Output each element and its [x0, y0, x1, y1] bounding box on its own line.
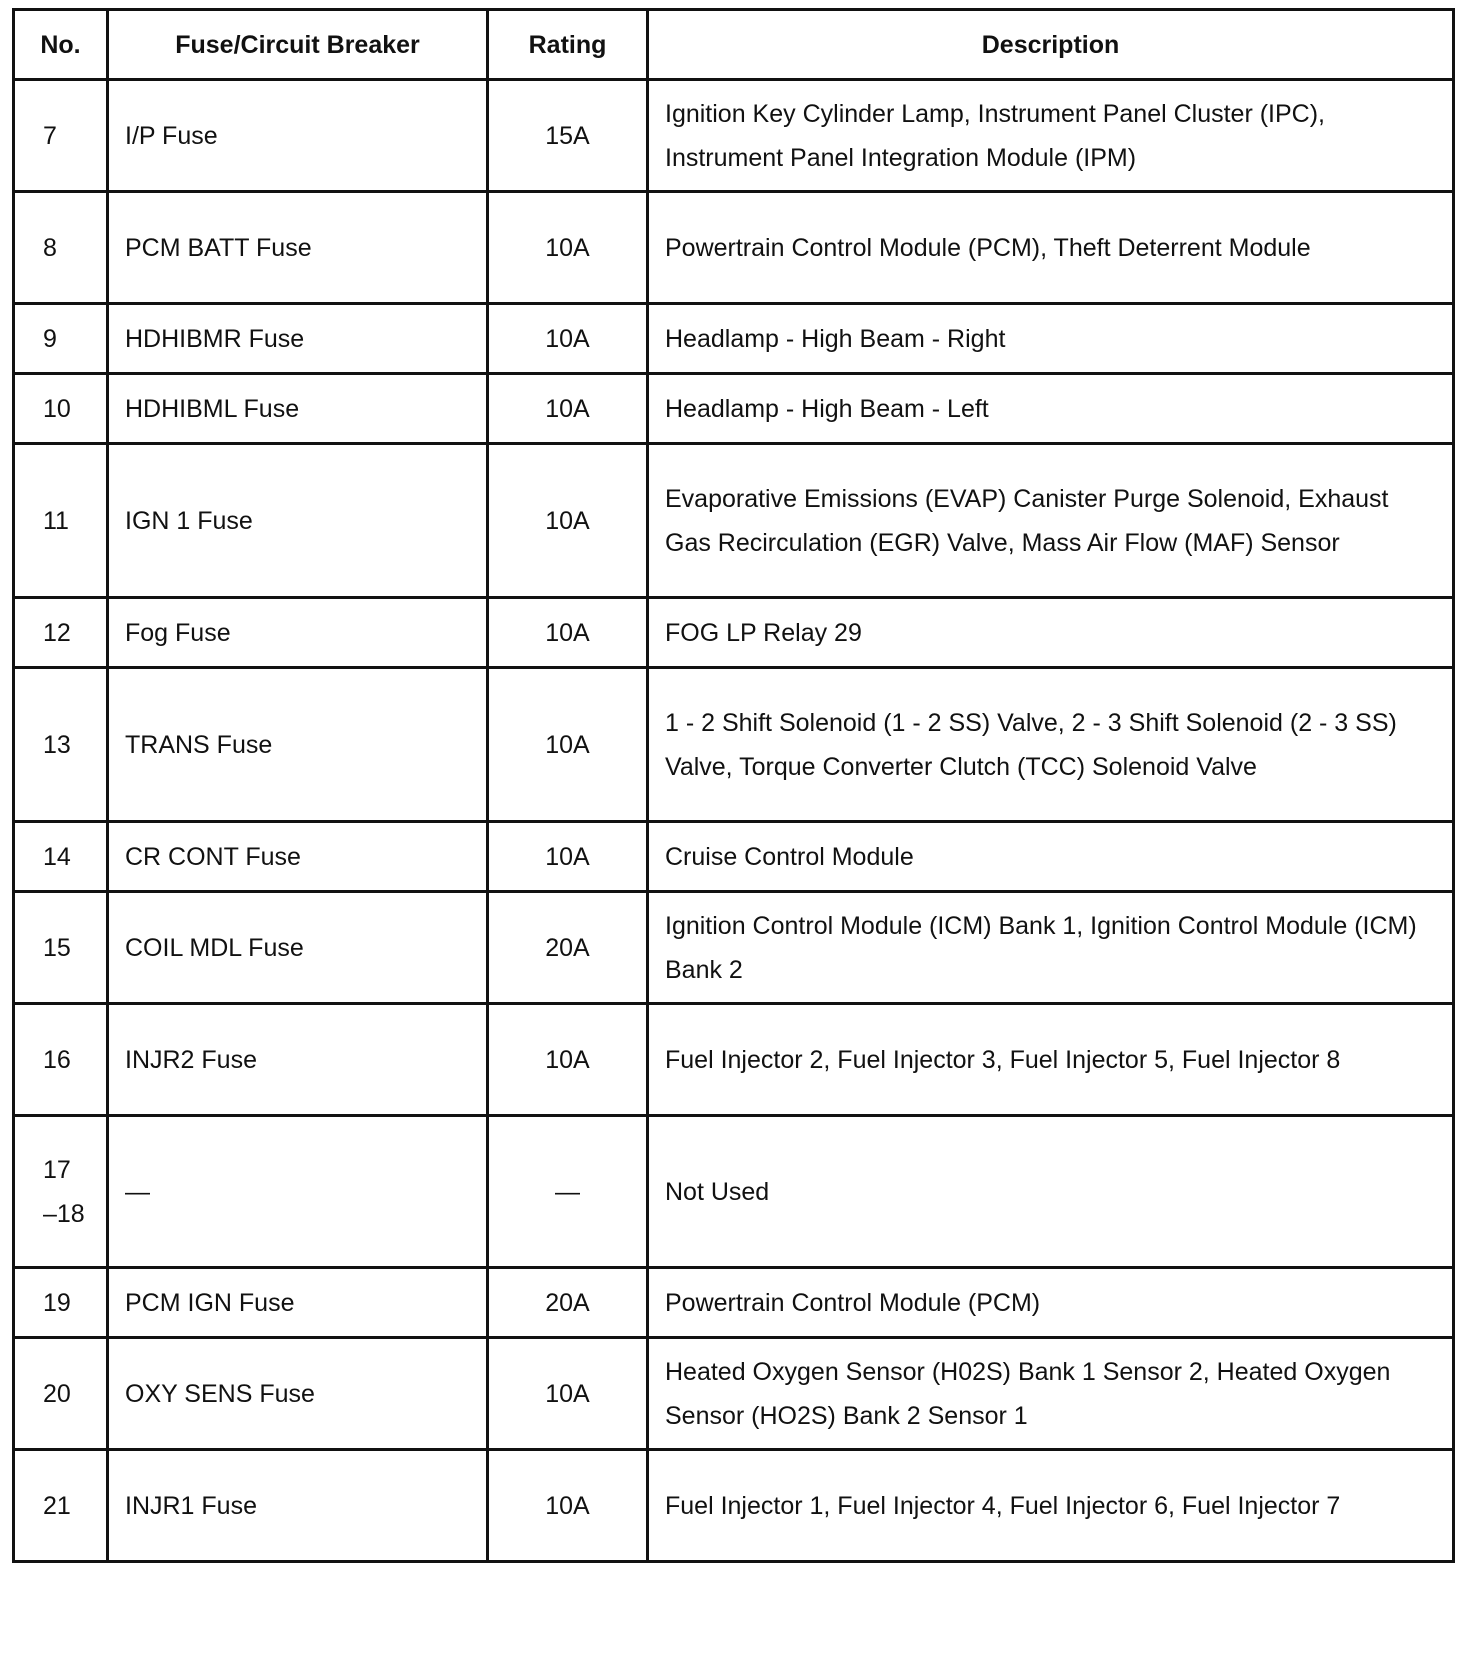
cell-description: Ignition Control Module (ICM) Bank 1, Ignition Control Module (ICM) Bank 2 [648, 892, 1454, 1004]
cell-fuse: Fog Fuse [108, 598, 488, 668]
cell-no-text: 10 [43, 394, 71, 423]
header-no: No. [14, 10, 108, 80]
cell-rating: 20A [488, 1268, 648, 1338]
cell-rating: 10A [488, 668, 648, 822]
table-row [14, 192, 1454, 304]
cell-fuse: COIL MDL Fuse [108, 892, 488, 1004]
cell-description: Powertrain Control Module (PCM), Theft Deterrent Module [648, 192, 1454, 304]
cell-fuse: PCM IGN Fuse [108, 1268, 488, 1338]
header-fuse: Fuse/Circuit Breaker [108, 10, 488, 80]
cell-no-text: 14 [43, 842, 71, 871]
cell-description: Heated Oxygen Sensor (H02S) Bank 1 Sensor 2, Heated Oxygen Sensor (HO2S) Bank 2 Sensor 1 [648, 1338, 1454, 1450]
cell-no-text: 19 [43, 1288, 71, 1317]
fuse-table [12, 8, 1455, 1563]
table-row [14, 1268, 1454, 1338]
table-row [14, 444, 1454, 598]
table-row [14, 80, 1454, 192]
header-row [14, 10, 1454, 80]
cell-description: 1 - 2 Shift Solenoid (1 - 2 SS) Valve, 2 - 3 Shift Solenoid (2 - 3 SS) Valve, Torque Converter Clutch (TCC) Solenoid Valve [648, 668, 1454, 822]
cell-description: Fuel Injector 2, Fuel Injector 3, Fuel Injector 5, Fuel Injector 8 [648, 1004, 1454, 1116]
cell-no [14, 1450, 108, 1562]
cell-no-text: 12 [43, 618, 71, 647]
table-row [14, 598, 1454, 668]
cell-no-text: 17 –18 [43, 1155, 85, 1228]
cell-rating: — [488, 1116, 648, 1268]
cell-fuse: TRANS Fuse [108, 668, 488, 822]
header-rating: Rating [488, 10, 648, 80]
cell-fuse: HDHIBML Fuse [108, 374, 488, 444]
cell-rating: 10A [488, 304, 648, 374]
cell-fuse: INJR2 Fuse [108, 1004, 488, 1116]
cell-description: Evaporative Emissions (EVAP) Canister Purge Solenoid, Exhaust Gas Recirculation (EGR) Valve, Mass Air Flow (MAF) Sensor [648, 444, 1454, 598]
cell-no-text: 16 [43, 1045, 71, 1074]
table-body [14, 80, 1454, 1562]
cell-no [14, 822, 108, 892]
cell-description: Fuel Injector 1, Fuel Injector 4, Fuel Injector 6, Fuel Injector 7 [648, 1450, 1454, 1562]
cell-description: Cruise Control Module [648, 822, 1454, 892]
cell-rating: 10A [488, 1450, 648, 1562]
cell-description: Headlamp - High Beam - Right [648, 304, 1454, 374]
table-row [14, 822, 1454, 892]
cell-fuse: HDHIBMR Fuse [108, 304, 488, 374]
cell-no [14, 374, 108, 444]
table-row [14, 1116, 1454, 1268]
cell-no [14, 1116, 108, 1268]
table-row [14, 892, 1454, 1004]
cell-fuse: I/P Fuse [108, 80, 488, 192]
cell-description: Ignition Key Cylinder Lamp, Instrument Panel Cluster (IPC), Instrument Panel Integration Module (IPM) [648, 80, 1454, 192]
cell-fuse: CR CONT Fuse [108, 822, 488, 892]
cell-no [14, 192, 108, 304]
cell-fuse: IGN 1 Fuse [108, 444, 488, 598]
cell-no-text: 20 [43, 1379, 71, 1408]
cell-no-text: 13 [43, 730, 71, 759]
cell-rating: 10A [488, 192, 648, 304]
cell-fuse: — [108, 1116, 488, 1268]
table-row [14, 304, 1454, 374]
cell-no-text: 9 [43, 324, 57, 353]
cell-no-text: 11 [43, 506, 69, 535]
cell-description: Powertrain Control Module (PCM) [648, 1268, 1454, 1338]
cell-no [14, 892, 108, 1004]
cell-rating: 10A [488, 822, 648, 892]
cell-no [14, 304, 108, 374]
cell-no-text: 15 [43, 933, 71, 962]
cell-no [14, 80, 108, 192]
cell-rating: 10A [488, 444, 648, 598]
cell-rating: 20A [488, 892, 648, 1004]
cell-no [14, 444, 108, 598]
cell-no [14, 598, 108, 668]
cell-rating: 10A [488, 374, 648, 444]
table-row [14, 668, 1454, 822]
table-row [14, 374, 1454, 444]
cell-no-text: 21 [43, 1491, 71, 1520]
cell-description: Headlamp - High Beam - Left [648, 374, 1454, 444]
cell-rating: 10A [488, 598, 648, 668]
table-row [14, 1450, 1454, 1562]
cell-no [14, 1004, 108, 1116]
header-description: Description [648, 10, 1454, 80]
cell-rating: 10A [488, 1004, 648, 1116]
cell-description: Not Used [648, 1116, 1454, 1268]
cell-fuse: OXY SENS Fuse [108, 1338, 488, 1450]
cell-rating: 10A [488, 1338, 648, 1450]
cell-no [14, 1338, 108, 1450]
cell-no-text: 7 [43, 121, 57, 150]
table-row [14, 1004, 1454, 1116]
cell-description: FOG LP Relay 29 [648, 598, 1454, 668]
cell-fuse: INJR1 Fuse [108, 1450, 488, 1562]
cell-rating: 15A [488, 80, 648, 192]
cell-no [14, 1268, 108, 1338]
cell-no-text: 8 [43, 233, 57, 262]
cell-no [14, 668, 108, 822]
table-header [14, 10, 1454, 80]
table-row [14, 1338, 1454, 1450]
cell-fuse: PCM BATT Fuse [108, 192, 488, 304]
